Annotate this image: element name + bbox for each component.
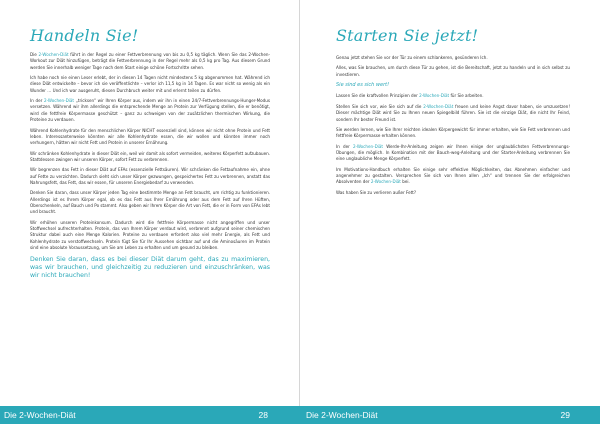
paragraph: Wir erhöhen unseren Proteinkonsum. Dadurch wird die fettfreie Körpermasse nicht angegriffen und unser Stoffwechsel aufrechterhalten. Protein, das von Ihrem Körper verdaut wird, verbrennt aufgrund seiner chemischen Struktur dabei auch eine Menge Kalorien. Proteine zu verdauen erfordert also viel mehr Energie, als Fett und Kohlenhydrate zu verstoffwechseln. Protein fügt Sie für Ihr Aussehen sichtbar auf und die Aminosäuren im Protein sind eine absolute Voraussetzung, um Sie am Leben zu erhalten und um gesund zu bleiben. bbox=[30, 219, 270, 251]
paragraph: Ich habe noch nie einen Leser erlebt, der in diesen 14 Tagen nicht mindestens 5 kg abgenommen hat. Während ich diese Diät entwickelte – bevor ich sie veröffentlichte – verlor ich 11,5 kg in 14 Tagen. Es war nicht so wenig als ein Wunder … Und ich war ausgeruht, diesen Durchbruch weiter mit und erlernt teilen zu dürfen. bbox=[30, 75, 270, 93]
paragraph: In der 2-Wochen-Diät „tricksen“ wir Ihren Körper aus, indem wir ihn in einen 24/7-Fettverbrennungs-Hunger-Modus versetzen. Während wir ihm allerdings die entsprechende Menge an Protein zur Verfügung stellen, die er benötigt, wird die fettfreie Körpermasse geschützt – ganz zu schweigen von der zusätzlichen thermischen Wirkung, die Proteine zu verdauen. bbox=[30, 98, 270, 123]
paragraph: Stellen Sie sich vor, wie Sie sich auf die 2-Wochen-Diät freuen und keine Angst davor haben, sie umzusetzen! Dieser mächtige Diät wird Sie zu Ihnen neuen Spiegelbild führen. Sie ist die einzige Diät, die nicht Ihr Feind, sondern Ihr bester Freund ist. bbox=[336, 103, 571, 122]
paragraph: Denken Sie daran, dass unser Körper jeden Tag eine bestimmte Menge an Fett braucht, um richtig zu funktionieren. Allerdings ist es Ihrem Körper egal, ob es das Fett aus Ihrer Ernährung oder aus dem Fett auf Ihren Hüften, Oberschenkeln, auf Bauch und Po stammt. Also geben wir Ihrem Körper die Art von Fett, die er in Form von EFAs lebt und braucht. bbox=[30, 190, 270, 215]
page-body bbox=[336, 55, 570, 200]
paragraph: Wir begrenzen das Fett in dieser Diät auf EFAs (essenzielle Fettsäuren). Wir schränken die Fettaufnahme ein, ohne auf Fette zu verzichten. Dadurch sieht sich unser Körper gezwungen, gespeichertes Fett zu verbrennen, anstatt das Nahrungsfett, das Fett, das wir essen, für unseren Energiebedarf zu verwenden. bbox=[30, 167, 270, 185]
subheading: Sie sind es sich wert! bbox=[336, 82, 390, 89]
page-footer bbox=[300, 406, 600, 424]
page-title: Handeln Sie! bbox=[30, 26, 139, 45]
paragraph-list bbox=[30, 52, 270, 251]
paragraph: Alles, was Sie brauchen, um durch diese Tür zu gehen, ist die Bereitschaft, jetzt zu handeln und in sich selbst zu investieren. bbox=[336, 65, 570, 77]
paragraph: Sie werden lernen, wie Sie Ihrer reichten idealen Körpergewicht für immer erhalten, wie Sie Fett verbrennen und fettfreie Körpermasse erhalten können. bbox=[336, 127, 570, 139]
paragraph: Die 2-Wochen-Diät führt in der Regel zu einer Fettverbrennung von bis zu 0,5 kg täglich. Wenn Sie das 2-Wochen-Workout zur Diät hinzufügen, beträgt die Fettverbrennung in der Regel mehr als 0,5 kg pro Tag. Aus diesem Grund werden Sie innerhalb weniger Tage nach dem Start einige schöne Fortschritte sehen. bbox=[30, 52, 270, 70]
highlighted-term: 2-Wochen-Diät bbox=[419, 93, 450, 99]
paragraph: Wir schränken Kohlenhydrate in dieser Diät ein, weil wir damit als sofort vermeiden, weiteres Körperfett aufzubauen. Stattdessen zwingen wir unseren Körper, sofort Fett zu verbrennen. bbox=[30, 150, 270, 162]
highlighted-term: 2-Wochen-Diät bbox=[352, 143, 384, 149]
page-number: 28 bbox=[258, 410, 268, 420]
paragraph: In der 2-Wochen-Diät Werde-Ihr-Anleitung zeigen wir Ihnen einige der unglaublichsten Fettverbrennungs-Übungen, die möglich. In Kombination mit der Bauch-weg-Anleitung und der Starter-Anleitung verbrennen Sie eine unglaubliche Menge Körperfett. bbox=[336, 143, 570, 162]
highlighted-term: 2-Wochen-Diät bbox=[38, 52, 69, 57]
highlighted-term: 2-Wochen-Diät bbox=[423, 103, 454, 109]
paragraph: Genau jetzt stehen Sie vor der Tür zu einem schlankeren, gesünderen Ich. bbox=[336, 55, 488, 60]
paragraph: Im Motivations-Handbuch erhalten Sie einige sehr effektive Möglichkeiten, das Abnehmen einfacher und angenehmer zu gestalten. Versprechen Sie sich von Ihnen allen „Ich“ und trennen Sie der erfolgreichen Absolventen der 2-Wochen-Diät bei. bbox=[336, 166, 570, 185]
closing-statement: Denken Sie daran, dass es bei dieser Diät darum geht, das zu maximieren, was wir brauchen, und gleichzeitig zu reduzieren und einzuschränken, was wir nicht brauchen! bbox=[30, 255, 270, 280]
footer-book-title: Die 2-Wochen-Diät bbox=[306, 410, 378, 420]
page-number: 29 bbox=[560, 410, 570, 420]
highlighted-term: 2-Wochen-Diät bbox=[370, 179, 401, 185]
footer-book-title: Die 2-Wochen-Diät bbox=[4, 410, 76, 420]
page-body bbox=[30, 52, 270, 285]
page-footer bbox=[0, 406, 300, 424]
right-page bbox=[300, 0, 600, 424]
highlighted-term: 2-Wochen-Diät bbox=[43, 98, 75, 104]
paragraph: Was haben Sie zu verlieren außer Fett? bbox=[336, 189, 417, 195]
paragraph-list bbox=[336, 55, 570, 78]
page-title: Starten Sie jetzt! bbox=[336, 26, 479, 45]
paragraph-list bbox=[336, 93, 570, 196]
paragraph: Während Kohlenhydrate für den menschlichen Körper NICHT essenziell sind, können wir nicht ohne Protein und Fett leben. Interessanterweise könnten wir alle Kohlenhydrate essen, die wir wollen und könnten immer noch verhungern, hätten wir nicht Fett und Protein in unserer Ernährung. bbox=[30, 127, 270, 146]
paragraph: Lassen Sie die kraftvollen Prinzipien der 2-Wochen-Diät für Sie arbeiten. bbox=[336, 93, 484, 99]
